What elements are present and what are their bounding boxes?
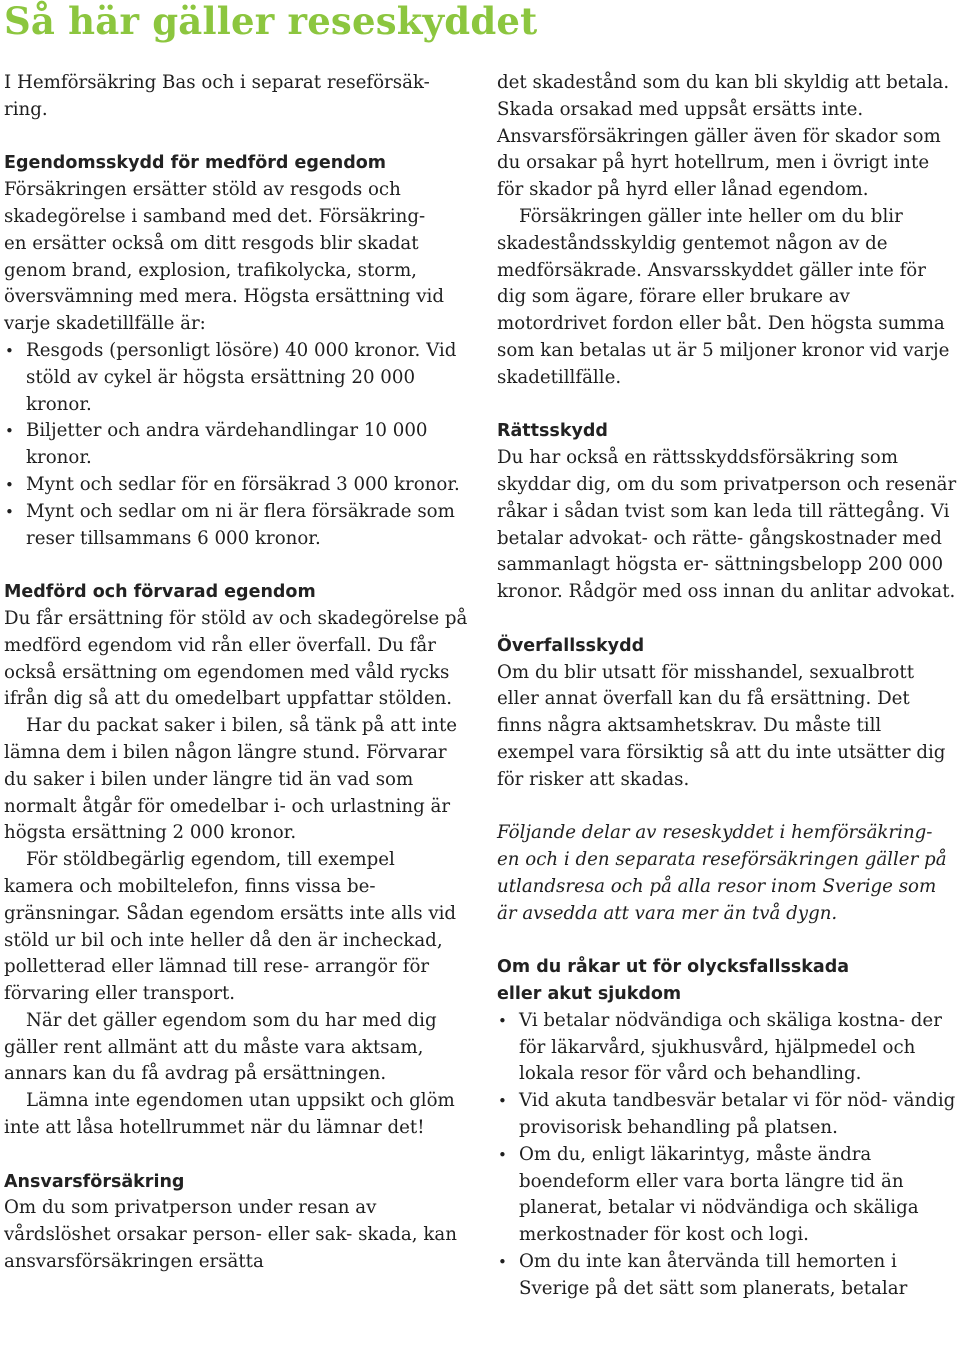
ansvar-paragraph-2: Försäkringen gäller inte heller om du blir skadeståndsskyldig gentemot någon av de medförsäkrade. Ansvarsskyddet gäller inte för dig som ägare, förare eller brukare av motordrivet fordon eller båt. Den högsta summa som kan betalas ut är 5 miljoner kronor vid varje skadetillfälle. (497, 205, 950, 388)
left-column (4, 70, 468, 1276)
heading-medford-egendom: Medförd och förvarad egendom (4, 582, 316, 603)
medford-paragraph-3: För stöldbegärlig egendom, till exempel kamera och mobiltelefon, finns vissa be- gränsningar. Sådan egendom ersätts inte alls vid stöld ur bil och inte heller då den är incheckad, polletterad eller lämnad till rese- arrangör för förvaring eller transport. (4, 849, 457, 1005)
heading-olycksfall: Om du råkar ut för olycksfallsskada eller akut sjukdom (497, 957, 850, 1005)
medford-paragraph-4: När det gäller egendom som du har med dig gäller rent allmänt att du måste vara aktsam, annars kan du få avdrag på ersättningen. (4, 1009, 437, 1085)
ansvar-text: Om du som privatperson under resan av vårdslöshet orsakar person- eller sak- skada, kan ansvarsförsäkringen ersätta (4, 1197, 457, 1273)
medford-paragraph-5: Lämna inte egendomen utan uppsikt och glöm inte att låsa hotellrummet när du lämnar det! (4, 1090, 455, 1139)
intro-paragraph: I Hemförsäkring Bas och i separat reseförsäk- ring. (4, 72, 430, 120)
rattsskydd-text: Du har också en rättsskyddsförsäkring som skyddar dig, om du som privatperson och resenär råkar i sådan tvist som kan leda till rättegång. Vi betalar advokat- och rätte- gångskostnader med sammanlagt högsta er- sättningsbelopp 200 000 kronor. Rådgör med oss innan du anlitar advokat. (497, 447, 957, 603)
italic-note: Följande delar av reseskyddet i hemförsäkring- en och i den separata reseförsäkringen gäller på utlandsresa och på alla resor inom Sverige som är avsedda att vara mer än två dygn. (497, 822, 947, 924)
list-item: • Om du, enligt läkarintyg, måste ändra boendeform eller vara borta längre tid än planerat, betalar vi nödvändiga och skäliga merkostnader för kost och logi. (497, 1142, 957, 1249)
list-item: • Vid akuta tandbesvär betalar vi för nöd- vändig provisorisk behandling på platsen. (497, 1088, 957, 1142)
heading-rattsskydd: Rättsskydd (497, 421, 608, 442)
page-title: Så här gäller reseskyddet (4, 0, 538, 43)
list-item: • Vi betalar nödvändiga och skäliga kostna- der för läkarvård, sjukhusvård, hjälpmedel och lokala resor för vård och behandling. (497, 1008, 957, 1088)
heading-ansvarsforsakring: Ansvarsförsäkring (4, 1171, 185, 1192)
olycksfall-list (497, 1008, 957, 1303)
list-item: • Resgods (personligt lösöre) 40 000 kronor. Vid stöld av cykel är högsta ersättning 20 000 kronor. (4, 338, 468, 418)
egendomsskydd-list (4, 338, 468, 552)
list-item: • Mynt och sedlar för en försäkrad 3 000 kronor. (4, 472, 468, 499)
right-column (497, 70, 957, 1303)
heading-overfallsskydd: Överfallsskydd (497, 635, 645, 656)
list-item: • Mynt och sedlar om ni är flera försäkrade som reser tillsammans 6 000 kronor. (4, 499, 468, 553)
list-item: • Biljetter och andra värdehandlingar 10 000 kronor. (4, 418, 468, 472)
medford-paragraph-1: Du får ersättning för stöld av och skadegörelse på medförd egendom vid rån eller överfall. Du får också ersättning om egendomen med våld rycks ifrån dig så att du omedelbart uppfattar stölden. (4, 607, 468, 710)
heading-egendomsskydd: Egendomsskydd för medförd egendom (4, 153, 387, 174)
list-item: • Om du inte kan återvända till hemorten i Sverige på det sätt som planerats, betalar (497, 1249, 957, 1303)
medford-paragraph-2: Har du packat saker i bilen, så tänk på att inte lämna dem i bilen någon längre stund. Förvarar du saker i bilen under längre tid än vad som normalt åtgår för omedelbar i- och urlastning är högsta ersättning 2 000 kronor. (4, 715, 458, 844)
overfallsskydd-text: Om du blir utsatt för misshandel, sexualbrott eller annat överfall kan du få ersättning. Det finns några aktsamhetskrav. Du måste till exempel vara försiktig så att du inte utsätter dig för risker att skadas. (497, 661, 946, 790)
ansvar-continued: det skadestånd som du kan bli skyldig att betala. Skada orsakad med uppsåt ersätts inte. Ansvarsförsäkringen gäller även för skador som du orsakar på hyrt hotellrum, men i övrigt inte för skador på hyrd eller lånad egendom. (497, 72, 950, 201)
egendomsskydd-text: Försäkringen ersätter stöld av resgods och skadegörelse i samband med det. Försäkring- en ersätter också om ditt resgods blir skadat genom brand, explosion, trafikolycka, storm, översvämning med mera. Högsta ersättning vid varje skadetillfälle är: (4, 179, 444, 335)
